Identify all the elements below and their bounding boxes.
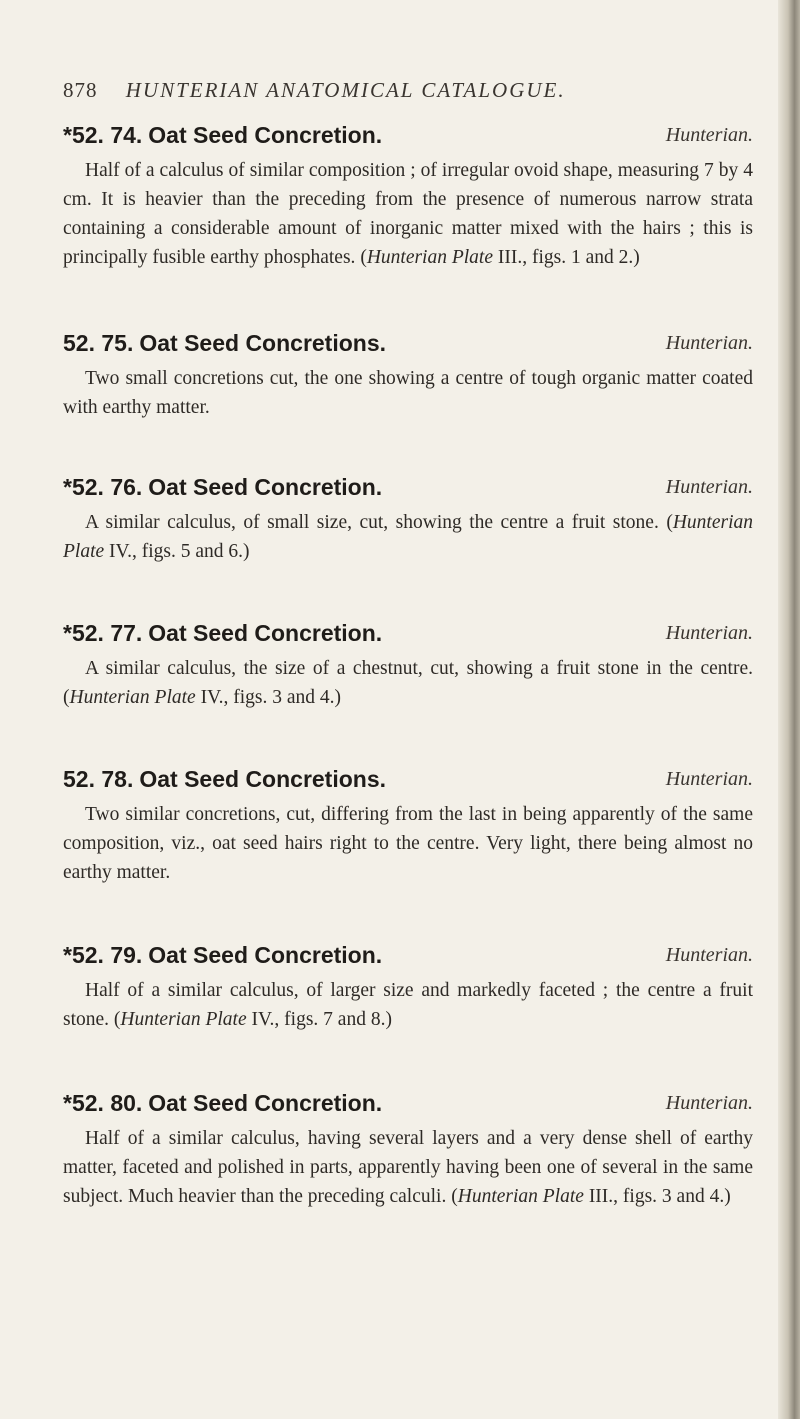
entry-number: *52. 77.: [63, 620, 143, 646]
entry-number: *52. 76.: [63, 474, 143, 500]
entry-title: Oat Seed Concretion.: [148, 122, 383, 148]
entry-52-80: [63, 1090, 753, 1211]
entry-text: A similar calculus, of small size, cut, showing the centre a fruit stone.: [85, 512, 659, 533]
running-title: HUNTERIAN ANATOMICAL CATALOGUE.: [125, 78, 566, 102]
entry-text: Half of a calculus of similar composition ; of irregular ovoid shape, measuring 7 by 4 cm. It is heavier than the preceding from the presence of numerous narrow strata containing a considerable amount of inorganic matter mixed with the hairs ; this is principally fusible earthy phosphates.: [63, 160, 753, 268]
entry-number: 52. 75.: [63, 330, 134, 356]
ref-close: IV., figs. 3 and 4.): [195, 687, 342, 708]
entry-description: [63, 800, 753, 887]
entry-text: A similar calculus, the size of a chestnut, cut, showing a fruit stone in the centre.: [85, 658, 753, 679]
entry-source: Hunterian.: [665, 768, 753, 790]
entry-source: Hunterian.: [665, 944, 753, 966]
entry-heading: [63, 766, 753, 800]
page-edge-shadow: [778, 0, 800, 1419]
page-number: 878: [63, 78, 98, 102]
entry-number: 52. 78.: [63, 766, 134, 792]
entry-text: Two similar concretions, cut, differing from the last in being apparently of the same composition, viz., oat seed hairs right to the centre. Very light, there being almost no earthy matter.: [63, 804, 753, 883]
entry-heading: [63, 942, 753, 976]
entry-52-74: [63, 122, 753, 272]
entry-number: *52. 80.: [63, 1090, 143, 1116]
entry-heading: [63, 474, 753, 508]
running-header: [63, 78, 683, 103]
entry-title: Oat Seed Concretion.: [148, 620, 383, 646]
entry-heading: [63, 620, 753, 654]
ref-close: III., figs. 3 and 4.): [583, 1186, 731, 1207]
entry-52-76: [63, 474, 753, 566]
entry-description: [63, 1124, 753, 1211]
ref-open: (: [109, 1009, 121, 1030]
plate-reference: Hunterian Plate: [69, 687, 196, 708]
ref-open: (: [355, 247, 367, 268]
plate-reference: Hunterian Plate: [366, 247, 494, 268]
ref-close: III., figs. 1 and 2.): [493, 247, 640, 268]
entry-number: *52. 79.: [63, 942, 143, 968]
entry-title: Oat Seed Concretion.: [148, 474, 383, 500]
ref-open: (: [446, 1186, 458, 1207]
entry-heading: [63, 330, 753, 364]
entry-text: Two small concretions cut, the one showing a centre of tough organic matter coated with earthy matter.: [63, 368, 753, 418]
entry-source: Hunterian.: [665, 622, 753, 644]
plate-reference: Hunterian Plate: [120, 1009, 247, 1030]
entry-description: [63, 156, 753, 272]
plate-reference: Hunterian Plate: [63, 512, 753, 562]
entry-description: [63, 508, 753, 566]
entry-source: Hunterian.: [665, 476, 753, 498]
entry-source: Hunterian.: [665, 1092, 753, 1114]
entry-source: Hunterian.: [665, 124, 753, 146]
entry-52-77: [63, 620, 753, 712]
entry-title: Oat Seed Concretions.: [139, 330, 387, 356]
entry-heading: [63, 1090, 753, 1124]
entry-description: [63, 364, 753, 422]
plate-reference: Hunterian Plate: [457, 1186, 584, 1207]
entry-source: Hunterian.: [665, 332, 753, 354]
entry-heading: [63, 122, 753, 156]
entry-52-78: [63, 766, 753, 887]
entry-text: Half of a similar calculus, of larger size and markedly faceted ; the centre a fruit stone.: [63, 980, 753, 1030]
entry-number: *52. 74.: [63, 122, 143, 148]
entry-title: Oat Seed Concretions.: [139, 766, 387, 792]
entry-title: Oat Seed Concretion.: [148, 942, 383, 968]
ref-close: IV., figs. 5 and 6.): [104, 541, 250, 562]
ref-open: (: [658, 512, 673, 533]
entry-description: [63, 654, 753, 712]
ref-close: IV., figs. 7 and 8.): [246, 1009, 392, 1030]
entry-text: Half of a similar calculus, having several layers and a very dense shell of earthy matter, faceted and polished in parts, apparently having been one of several in the same subject. Much heavier than the preceding calculi.: [63, 1128, 753, 1207]
entry-description: [63, 976, 753, 1034]
entry-title: Oat Seed Concretion.: [148, 1090, 383, 1116]
entry-52-79: [63, 942, 753, 1034]
ref-open: (: [63, 687, 70, 708]
entry-52-75: [63, 330, 753, 422]
